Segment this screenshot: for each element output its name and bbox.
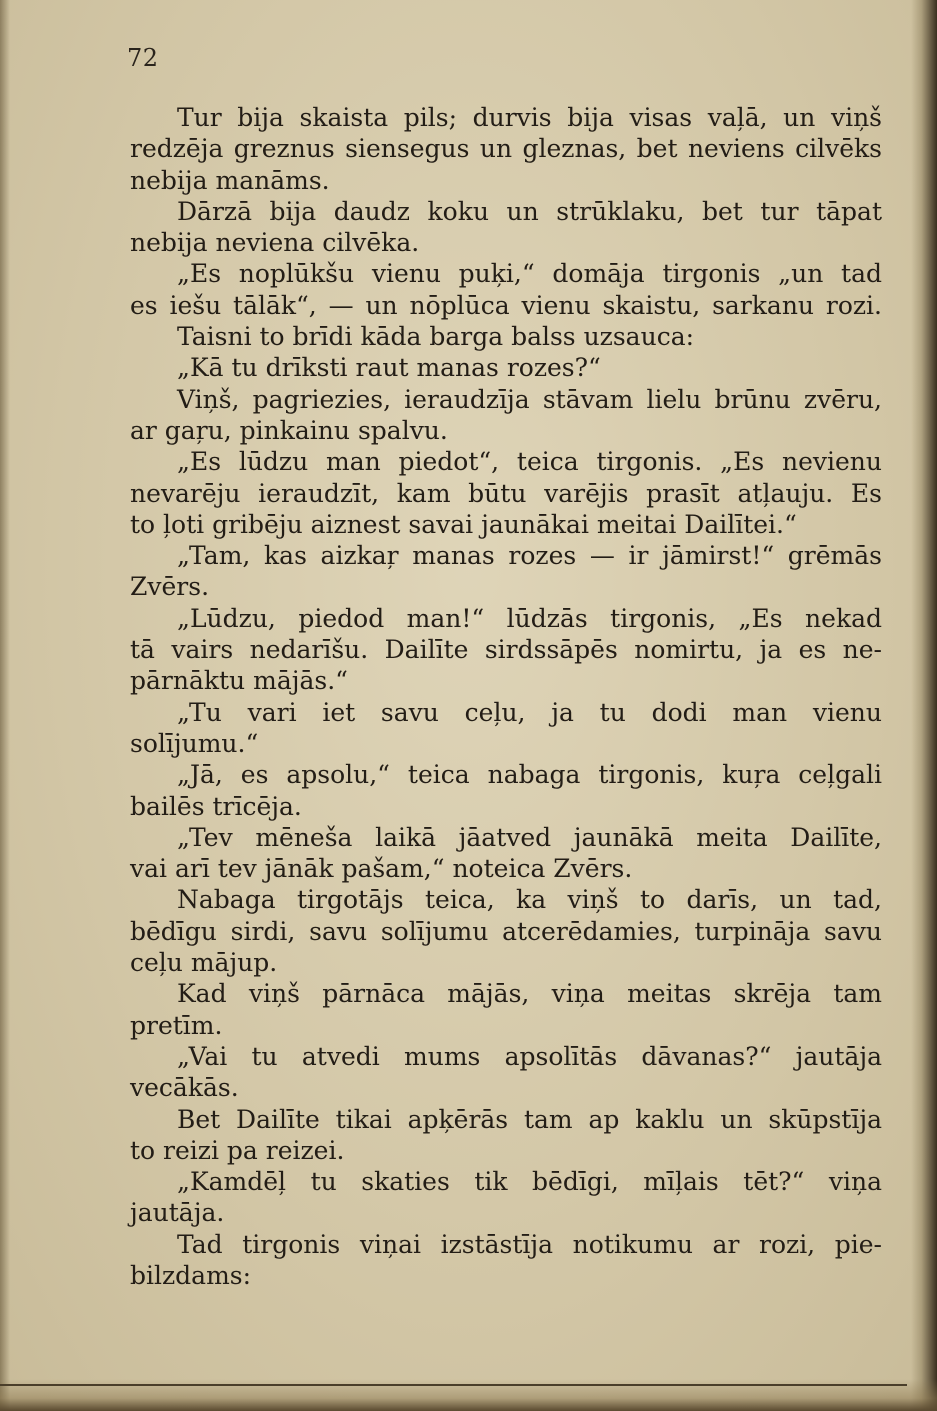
- text-line: Tad tirgonis viņai izstāstīja notikumu ar rozi, pie-: [177, 1229, 882, 1259]
- text-line: „Tam, kas aizkaŗ manas rozes — ir jāmirst!“ grēmās: [177, 541, 882, 571]
- text-line: redzēja greznus siensegus un gleznas, bet neviens cilvēks: [130, 134, 882, 164]
- text-line: bailēs trīcēja.: [130, 791, 302, 821]
- text-line: to ļoti gribēju aiznest savai jaunākai meitai Dailītei.“: [130, 509, 797, 539]
- text-line: pretīm.: [130, 1010, 223, 1040]
- text-line: Tur bija skaista pils; durvis bija visas vaļā, un viņš: [177, 103, 882, 132]
- text-line: vai arī tev jānāk pašam,“ noteica Zvērs.: [130, 854, 633, 884]
- body-text: [130, 102, 882, 1291]
- text-line: „Es lūdzu man piedot“, teica tirgonis. „Es nevienu: [177, 447, 882, 477]
- text-line: ar gaŗu, pinkainu spalvu.: [130, 415, 448, 445]
- text-line: nebija neviena cilvēka.: [130, 228, 420, 258]
- page-bottom-rule: [0, 1384, 907, 1386]
- text-line: „Vai tu atvedi mums apsolītās dāvanas?“ jautāja: [177, 1041, 882, 1071]
- text-line: solījumu.“: [130, 728, 259, 758]
- text-line: Kad viņš pārnāca mājās, viņa meitas skrēja tam: [177, 979, 882, 1009]
- text-line: jautāja.: [130, 1198, 225, 1228]
- text-line: „Es noplūkšu vienu puķi,“ domāja tirgonis „un tad: [177, 259, 882, 289]
- text-line: Dārzā bija daudz koku un strūklaku, bet tur tāpat: [177, 196, 882, 226]
- page-left-edge: [0, 0, 10, 1411]
- page-number: 72: [127, 44, 159, 72]
- text-line: Taisni to brīdi kāda barga balss uzsauca:: [177, 322, 695, 352]
- text-line: to reizi pa reizei.: [130, 1135, 345, 1165]
- text-line: „Kā tu drīksti raut manas rozes?“: [177, 353, 601, 383]
- text-line: tā vairs nedarīšu. Dailīte sirdssāpēs nomirtu, ja es ne-: [130, 635, 882, 665]
- text-line: Zvērs.: [130, 572, 210, 602]
- text-line: Viņš, pagriezies, ieraudzīja stāvam lielu brūnu zvēru,: [177, 384, 882, 414]
- text-line: bilzdams:: [130, 1260, 252, 1290]
- text-line: „Kamdēļ tu skaties tik bēdīgi, mīļais tēt?“ viņa: [177, 1167, 882, 1197]
- text-line: „Lūdzu, piedod man!“ lūdzās tirgonis, „Es nekad: [177, 603, 882, 633]
- text-line: es iešu tālāk“, — un nōplūca vienu skaistu, sarkanu rozi.: [130, 290, 882, 320]
- text-line: nevarēju ieraudzīt, kam būtu varējis prasīt atļauju. Es: [130, 478, 882, 508]
- text-line: nebija manāms.: [130, 165, 330, 195]
- text-line: „Jā, es apsolu,“ teica nabaga tirgonis, kuŗa ceļgali: [177, 760, 882, 790]
- page-right-edge: [911, 0, 937, 1411]
- text-line: „Tev mēneša laikā jāatved jaunākā meita Dailīte,: [177, 822, 882, 852]
- text-line: Bet Dailīte tikai apķērās tam ap kaklu un skūpstīja: [177, 1104, 882, 1134]
- text-line: vecākās.: [130, 1073, 239, 1103]
- text-line: Nabaga tirgotājs teica, ka viņš to darīs, un tad,: [177, 885, 882, 915]
- text-line: pārnāktu mājās.“: [130, 666, 348, 696]
- text-line: „Tu vari iet savu ceļu, ja tu dodi man vienu: [177, 697, 882, 727]
- text-line: ceļu mājup.: [130, 948, 278, 978]
- text-line: bēdīgu sirdi, savu solījumu atcerēdamies, turpināja savu: [130, 916, 882, 946]
